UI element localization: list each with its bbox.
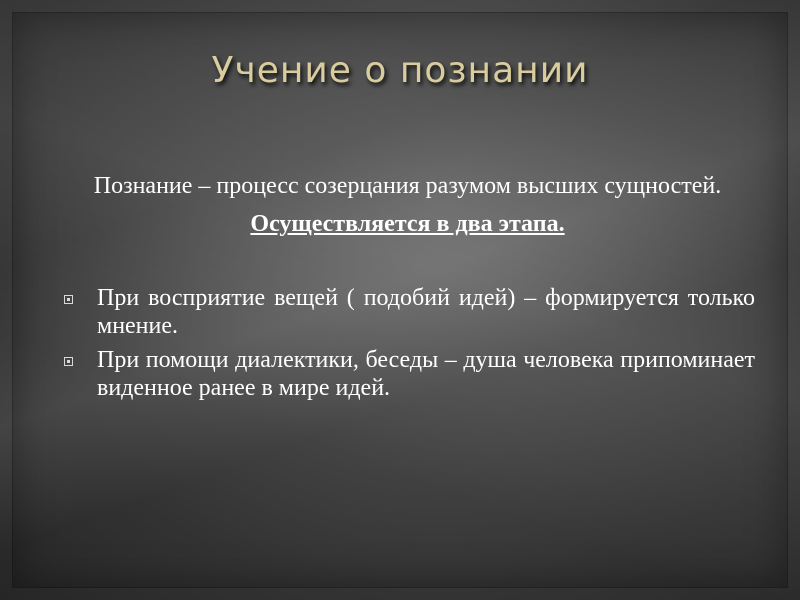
bullet-text: При восприятие вещей ( подобий идей) – формируется только мнение. — [97, 285, 755, 339]
square-bullet-icon — [64, 357, 73, 366]
list-item — [60, 346, 755, 402]
square-bullet-icon — [64, 295, 73, 304]
definition-text: Познание – процесс созерцания разумом высших сущностей. — [93, 173, 722, 199]
bullet-list — [60, 284, 755, 402]
subheading-text: Осуществляется в два этапа. — [250, 211, 565, 237]
slide-title: Учение о познании — [211, 50, 589, 91]
bullet-text: При помощи диалектики, беседы – душа человека припоминает виденное ранее в мире идей. — [97, 347, 755, 401]
list-item — [60, 284, 755, 340]
slide-body — [60, 172, 755, 408]
